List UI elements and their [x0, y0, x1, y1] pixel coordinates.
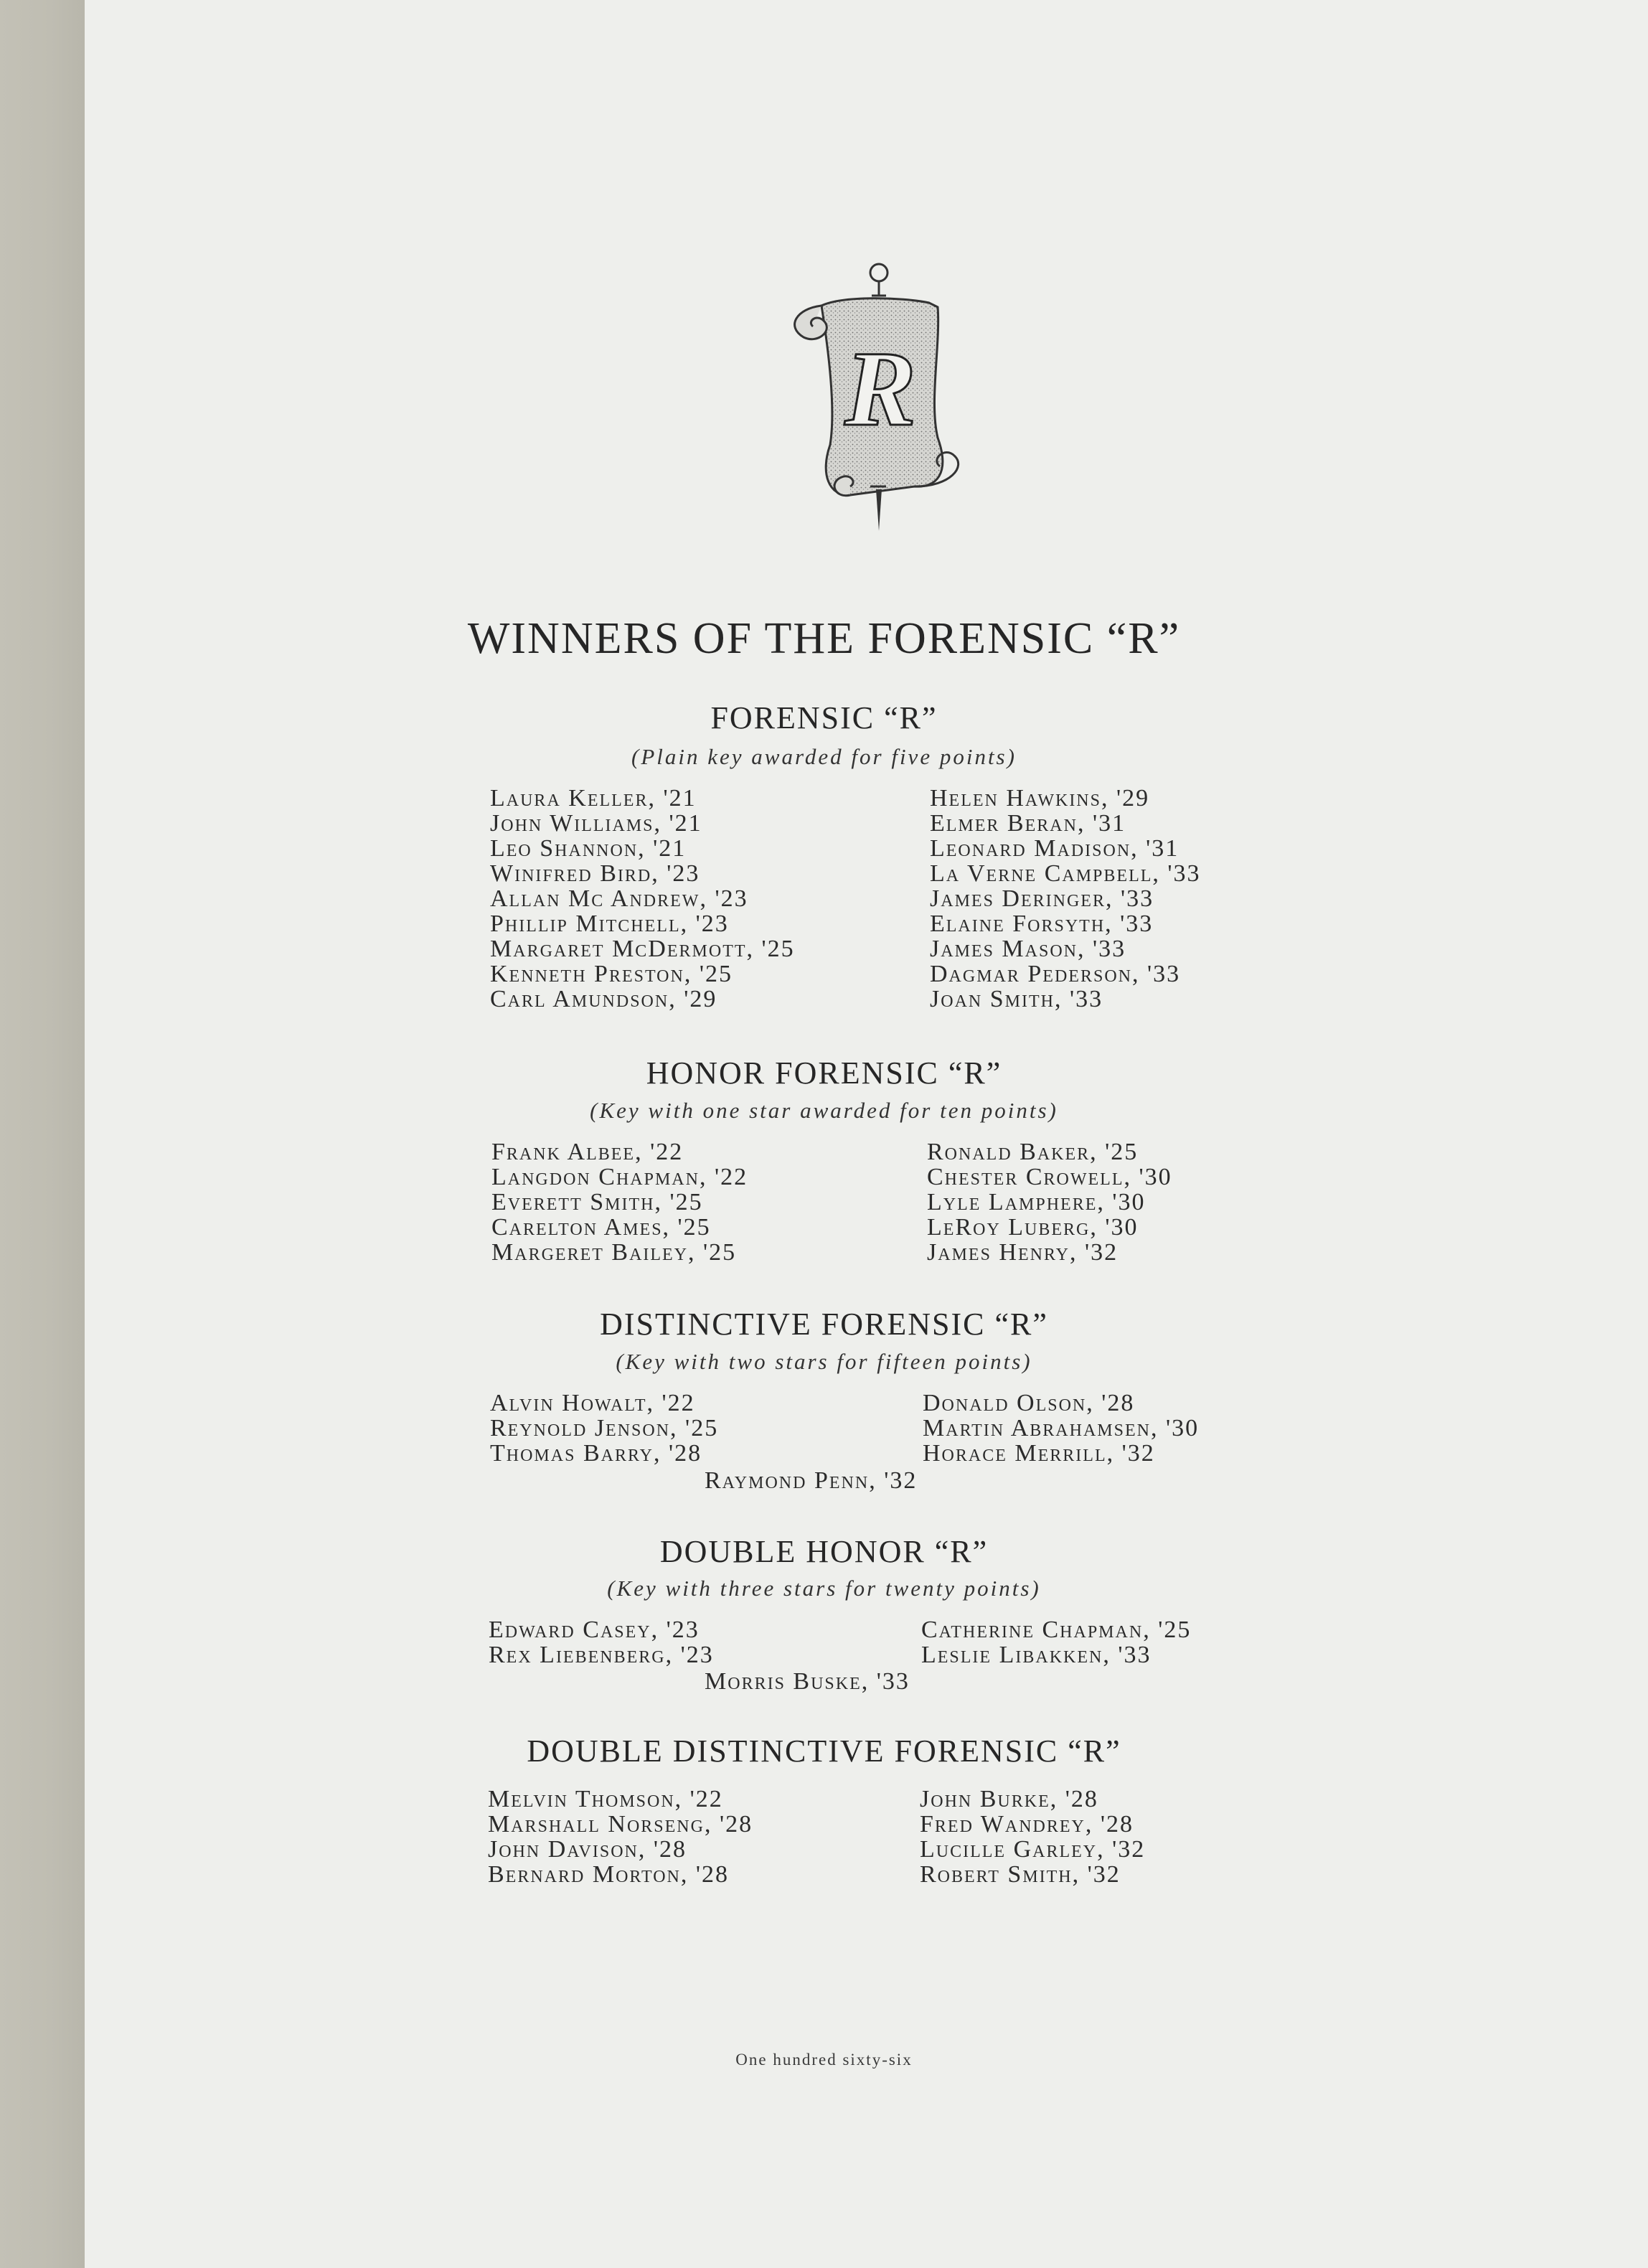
list-item: Fred Wandrey, '28	[920, 1811, 1134, 1838]
list-item: Marshall Norseng, '28	[488, 1811, 753, 1838]
list-item: Carl Amundson, '29	[490, 986, 717, 1012]
list-item: Everett Smith, '25	[491, 1189, 703, 1215]
list-item: James Henry, '32	[927, 1239, 1119, 1266]
list-item: Margaret McDermott, '25	[490, 936, 795, 962]
list-item: Phillip Mitchell, '23	[490, 911, 729, 937]
list-item: Bernard Morton, '28	[488, 1861, 729, 1888]
list-item: Elaine Forsyth, '33	[930, 911, 1154, 937]
list-item: Leo Shannon, '21	[490, 835, 687, 862]
list-item: Leonard Madison, '31	[930, 835, 1180, 862]
list-item: John Williams, '21	[490, 810, 702, 837]
list-item: La Verne Campbell, '33	[930, 860, 1201, 887]
list-item: LeRoy Luberg, '30	[927, 1214, 1139, 1241]
list-item: Alvin Howalt, '22	[490, 1390, 695, 1416]
list-item: Helen Hawkins, '29	[930, 785, 1150, 811]
list-item: Joan Smith, '33	[930, 986, 1103, 1012]
section-subtitle-forensic-r: (Plain key awarded for five points)	[631, 744, 1017, 769]
list-item: Horace Merrill, '32	[923, 1440, 1155, 1467]
page-number-footer: One hundred sixty-six	[735, 2051, 913, 2069]
distinctive-forensic-r-center-name: Raymond Penn, '32	[705, 1467, 918, 1494]
list-item: Ronald Baker, '25	[927, 1139, 1139, 1165]
section-heading-distinctive-forensic-r: DISTINCTIVE FORENSIC “R”	[600, 1307, 1048, 1342]
list-item: Melvin Thomson, '22	[488, 1786, 723, 1812]
honor-forensic-r-left-list	[491, 1139, 748, 1265]
list-item: Reynold Jenson, '25	[490, 1415, 719, 1441]
section-heading-forensic-r: FORENSIC “R”	[710, 700, 938, 735]
section-heading-honor-forensic-r: HONOR FORENSIC “R”	[646, 1055, 1002, 1091]
section-subtitle-double-honor-r: (Key with three stars for twenty points)	[607, 1576, 1041, 1601]
list-item: Leslie Libakken, '33	[921, 1642, 1152, 1668]
list-item: Edward Casey, '23	[489, 1617, 700, 1643]
page-binding-strip	[0, 0, 85, 2268]
list-item: Allan Mc Andrew, '23	[490, 885, 748, 912]
section-subtitle-distinctive-forensic-r: (Key with two stars for fifteen points)	[616, 1349, 1032, 1374]
double-honor-r-left-list	[489, 1617, 714, 1667]
forensic-r-right-list	[930, 786, 1201, 1012]
list-item: Dagmar Pederson, '33	[930, 961, 1181, 987]
honor-forensic-r-right-list	[927, 1139, 1172, 1265]
section-heading-double-distinctive-forensic-r: DOUBLE DISTINCTIVE FORENSIC “R”	[527, 1733, 1121, 1769]
double-distinctive-right-list	[920, 1787, 1145, 1887]
list-item: John Burke, '28	[920, 1786, 1098, 1812]
list-item: Lucille Garley, '32	[920, 1836, 1146, 1863]
list-item: Martin Abrahamsen, '30	[923, 1415, 1200, 1441]
list-item: James Deringer, '33	[930, 885, 1154, 912]
forensic-r-left-list	[490, 786, 795, 1012]
section-heading-double-honor-r: DOUBLE HONOR “R”	[659, 1534, 989, 1569]
distinctive-forensic-r-right-list	[923, 1391, 1199, 1466]
list-item: Margeret Bailey, '25	[491, 1239, 737, 1266]
list-item: Donald Olson, '28	[923, 1390, 1135, 1416]
list-item: Catherine Chapman, '25	[921, 1617, 1192, 1643]
list-item: Robert Smith, '32	[920, 1861, 1121, 1888]
list-item: Laura Keller, '21	[490, 785, 697, 811]
list-item: Thomas Barry, '28	[490, 1440, 702, 1467]
list-item: Frank Albee, '22	[491, 1139, 684, 1165]
scroll-r-emblem-icon	[778, 258, 972, 538]
distinctive-forensic-r-left-list	[490, 1391, 718, 1466]
section-subtitle-honor-forensic-r: (Key with one star awarded for ten points)	[590, 1098, 1058, 1123]
list-item: Lyle Lamphere, '30	[927, 1189, 1146, 1215]
list-item: Rex Liebenberg, '23	[489, 1642, 714, 1668]
double-honor-r-right-list	[921, 1617, 1191, 1667]
list-item: Carelton Ames, '25	[491, 1214, 711, 1241]
list-item: Kenneth Preston, '25	[490, 961, 733, 987]
emblem-letter: R	[844, 329, 917, 448]
list-item: Elmer Beran, '31	[930, 810, 1126, 837]
list-item: Chester Crowell, '30	[927, 1164, 1172, 1190]
list-item: Langdon Chapman, '22	[491, 1164, 748, 1190]
list-item: John Davison, '28	[488, 1836, 687, 1863]
list-item: Winifred Bird, '23	[490, 860, 700, 887]
page-title: WINNERS OF THE FORENSIC “R”	[467, 614, 1181, 663]
list-item: James Mason, '33	[930, 936, 1126, 962]
double-honor-r-center-name: Morris Buske, '33	[705, 1668, 910, 1695]
double-distinctive-left-list	[488, 1787, 753, 1887]
